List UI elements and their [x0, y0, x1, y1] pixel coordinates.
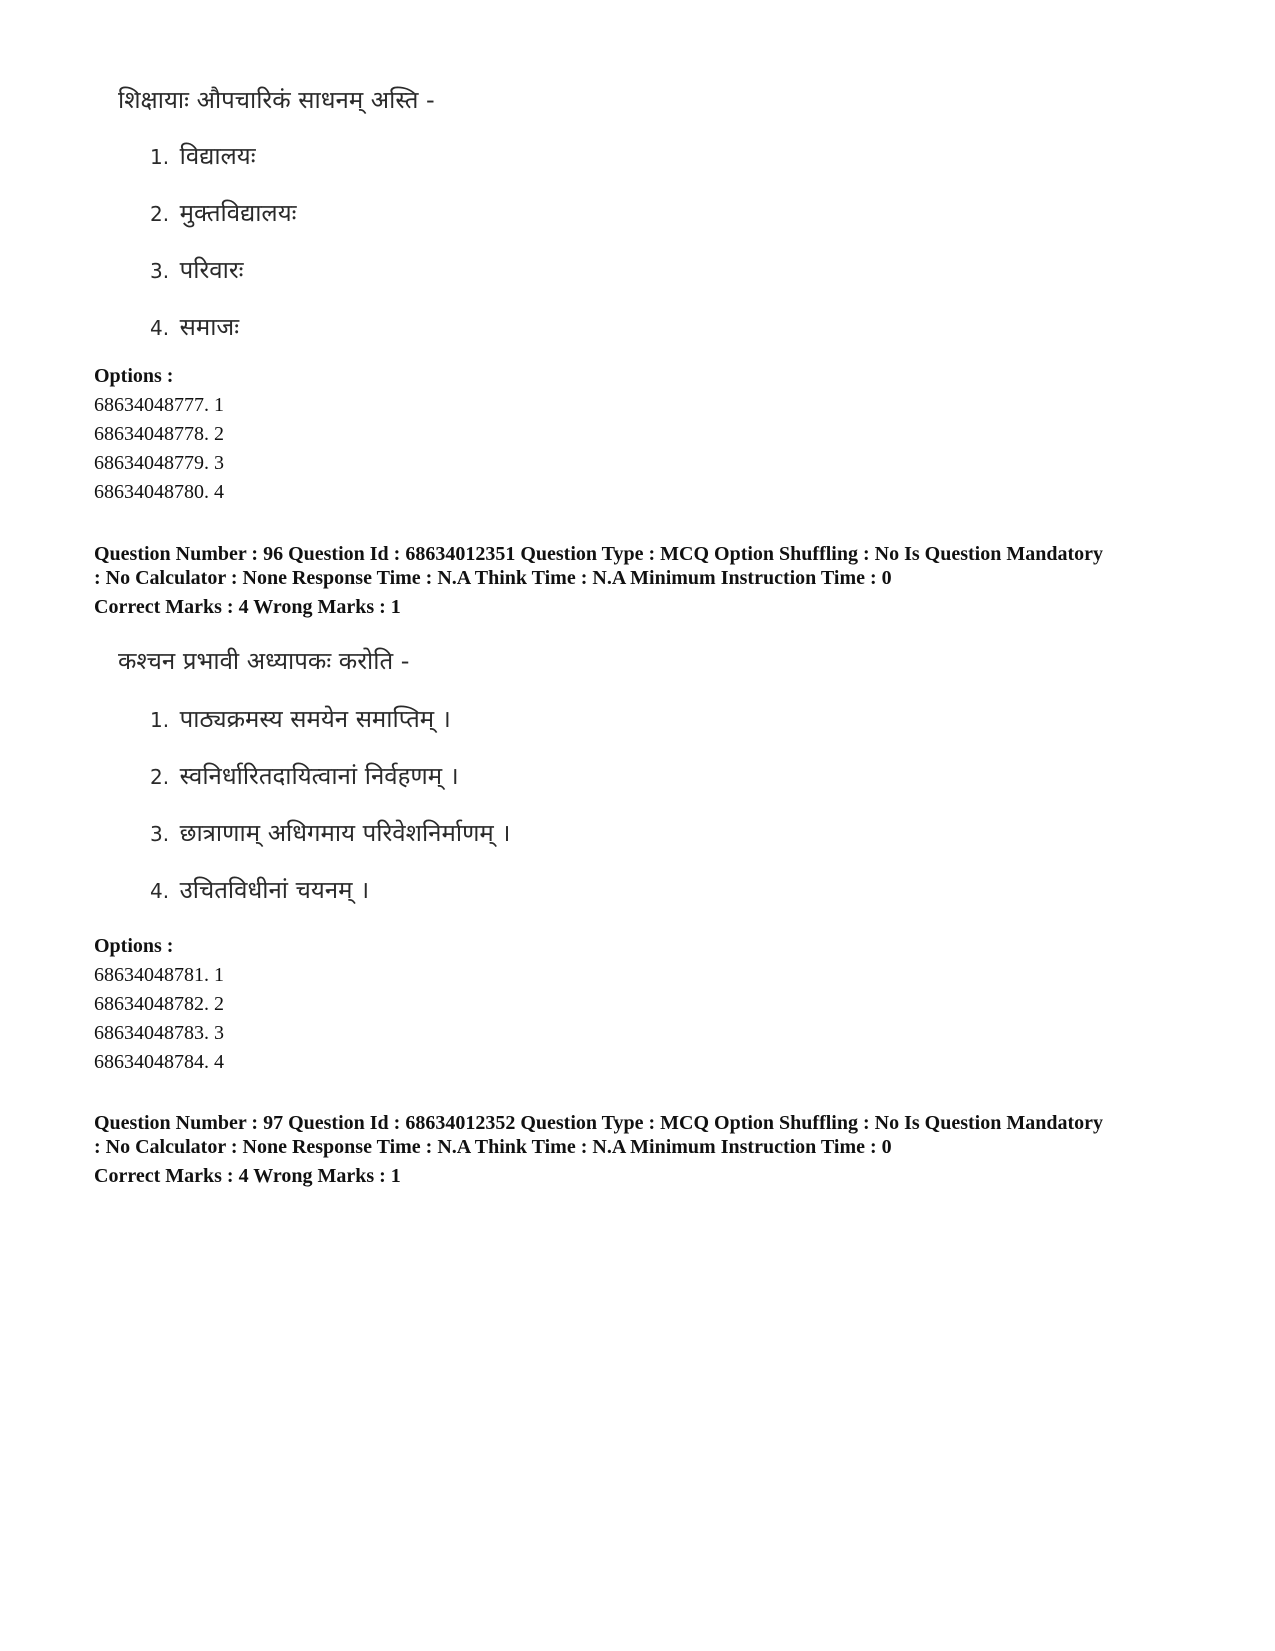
q95-option-4: 68634048780. 4: [94, 481, 224, 503]
q95-item-3: [150, 254, 244, 287]
q96-question-image: [118, 645, 409, 677]
q96-item-2-number: 2.: [150, 765, 170, 789]
q95-item-2-text: मुक्तविद्यालयः: [179, 199, 297, 227]
q96-marks: Correct Marks : 4 Wrong Marks : 1: [94, 596, 401, 618]
q95-item-4-text: समाजः: [179, 313, 240, 341]
q97-header: [94, 1111, 1214, 1188]
q95-item-2-number: 2.: [150, 202, 170, 226]
q96-item-2: [150, 760, 459, 793]
q95-option-2: 68634048778. 2: [94, 423, 224, 445]
q97-meta-line-2: : No Calculator : None Response Time : N.A Think Time : N.A Minimum Instruction Time : 0: [94, 1136, 892, 1158]
q96-option-3: 68634048783. 3: [94, 1022, 224, 1044]
q96-question-stem: कश्चन प्रभावी अध्यापकः करोति -: [118, 647, 410, 675]
q96-item-3-number: 3.: [150, 822, 170, 846]
q96-item-4-text: उचितविधीनां चयनम् ।: [179, 876, 370, 904]
q96-option-2: 68634048782. 2: [94, 993, 224, 1015]
q96-options-label: Options :: [94, 935, 174, 957]
q95-item-4-number: 4.: [150, 316, 170, 340]
q95-item-3-number: 3.: [150, 259, 170, 283]
q96-header: [94, 542, 1214, 619]
q96-option-4: 68634048784. 4: [94, 1051, 224, 1073]
q95-item-3-text: परिवारः: [179, 256, 244, 284]
q97-meta-line-1: Question Number : 97 Question Id : 68634012352 Question Type : MCQ Option Shuffling : No Is Question Mandatory: [94, 1112, 1103, 1134]
q95-question-image: [118, 84, 435, 116]
q95-options-label: Options :: [94, 365, 174, 387]
q95-item-2: [150, 197, 296, 230]
q96-meta-line-1: Question Number : 96 Question Id : 68634012351 Question Type : MCQ Option Shuffling : No Is Question Mandatory: [94, 543, 1103, 565]
q97-marks: Correct Marks : 4 Wrong Marks : 1: [94, 1165, 401, 1187]
q95-options: [94, 362, 224, 507]
q95-item-1-text: विद्यालयः: [179, 142, 256, 170]
q95-option-1: 68634048777. 1: [94, 394, 224, 416]
q96-item-4: [150, 874, 369, 907]
q95-item-1: [150, 140, 256, 173]
q96-item-4-number: 4.: [150, 879, 170, 903]
q96-option-1: 68634048781. 1: [94, 964, 224, 986]
q96-item-3: [150, 817, 511, 850]
q96-item-2-text: स्वनिर्धारितदायित्वानां निर्वहणम् ।: [179, 762, 459, 790]
q96-item-1-text: पाठ्यक्रमस्य समयेन समाप्तिम् ।: [179, 705, 451, 733]
q95-item-1-number: 1.: [150, 145, 170, 169]
q96-item-1-number: 1.: [150, 708, 170, 732]
q96-item-3-text: छात्राणाम् अधिगमाय परिवेशनिर्माणम् ।: [179, 819, 511, 847]
q96-meta-line-2: : No Calculator : None Response Time : N.A Think Time : N.A Minimum Instruction Time : 0: [94, 567, 892, 589]
q95-question-stem: शिक्षायाः औपचारिकं साधनम् अस्ति -: [118, 86, 435, 114]
q95-item-4: [150, 311, 239, 344]
q96-item-1: [150, 703, 451, 736]
q95-option-3: 68634048779. 3: [94, 452, 224, 474]
q96-options: [94, 932, 224, 1077]
